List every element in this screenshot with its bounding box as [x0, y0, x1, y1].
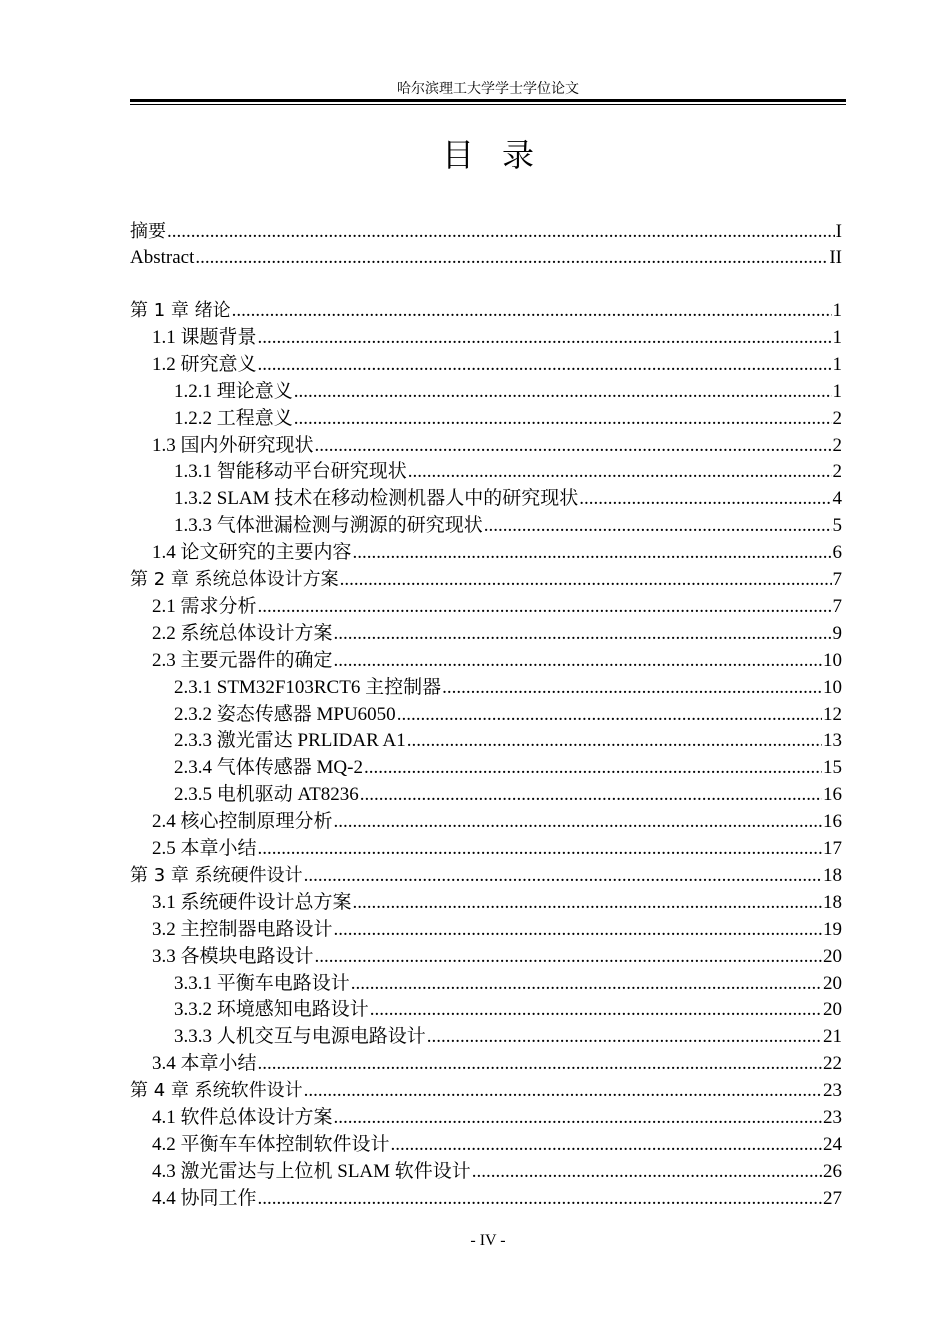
toc-entry-label: 1.2.2 工程意义	[174, 407, 293, 429]
toc-entry[interactable]	[130, 971, 842, 997]
toc-entry[interactable]	[130, 594, 842, 620]
dot-leader	[408, 459, 832, 485]
toc-entry[interactable]	[130, 433, 842, 459]
toc-entry[interactable]	[130, 459, 842, 485]
toc-entry-label: 1.2 研究意义	[152, 353, 257, 375]
toc-entry[interactable]	[130, 352, 842, 378]
toc-entry-label: 1.3.3 气体泄漏检测与溯源的研究现状	[174, 515, 483, 537]
dot-leader	[579, 486, 831, 512]
toc-entry-page-number: 20	[823, 972, 842, 994]
dot-leader	[353, 540, 832, 566]
dot-leader	[472, 1159, 822, 1185]
toc-entry-label: 2.4 核心控制原理分析	[152, 811, 333, 833]
toc-entry-label: 2.2 系统总体设计方案	[152, 622, 333, 644]
dot-leader	[258, 352, 832, 378]
header-rule-thick	[130, 99, 846, 102]
toc-entry[interactable]	[130, 1105, 842, 1131]
toc-entry[interactable]	[130, 513, 842, 539]
toc-entry[interactable]	[130, 567, 842, 593]
toc-entry-label: 3.4 本章小结	[152, 1053, 257, 1075]
toc-entry-page-number: 18	[823, 891, 842, 913]
toc-entry-label: 1.1 课题背景	[152, 326, 257, 348]
dot-leader	[370, 997, 822, 1023]
toc-entry-label: 3.2 主控制器电路设计	[152, 918, 333, 940]
toc-entry[interactable]	[130, 406, 842, 432]
toc-entry-page-number: 16	[823, 784, 842, 806]
page-title: 目录	[441, 136, 562, 174]
toc-entry-label: 3.3.2 环境感知电路设计	[174, 999, 369, 1021]
toc-entry-label: 2.1 需求分析	[152, 595, 257, 617]
toc-entry-page-number: 12	[823, 703, 842, 725]
toc-entry[interactable]	[130, 219, 842, 245]
toc-entry[interactable]	[130, 486, 842, 512]
toc-entry-label: 3.3 各模块电路设计	[152, 945, 314, 967]
toc-entry-page-number: 19	[823, 918, 842, 940]
toc-entry-label: 2.3.1 STM32F103RCT6 主控制器	[174, 676, 442, 698]
toc-entry-label: 4.2 平衡车车体控制软件设计	[152, 1133, 390, 1155]
toc-entry[interactable]	[130, 1186, 842, 1212]
toc-entry[interactable]	[130, 755, 842, 781]
dot-leader	[334, 917, 822, 943]
dot-leader	[484, 513, 832, 539]
toc-entry-page-number: 20	[823, 999, 842, 1021]
toc-entry-page-number: 6	[832, 542, 842, 564]
toc-entry[interactable]	[130, 890, 842, 916]
toc-entry[interactable]	[130, 298, 842, 324]
toc-entry-page-number: 1	[832, 353, 842, 375]
toc-entry-page-number: 17	[823, 838, 842, 859]
toc-entry[interactable]	[130, 728, 842, 754]
dot-leader	[353, 890, 822, 916]
dot-leader	[195, 245, 828, 271]
dot-leader	[258, 1051, 822, 1077]
toc-entry-page-number: I	[835, 221, 842, 242]
dot-leader	[351, 971, 822, 997]
toc-entry[interactable]	[130, 621, 842, 647]
running-header: 哈尔滨理工大学学士学位论文	[397, 81, 579, 97]
dot-leader	[334, 1105, 822, 1131]
toc-entry-label: 2.3 主要元器件的确定	[152, 649, 333, 671]
dot-leader	[294, 379, 832, 405]
dot-leader	[334, 648, 822, 674]
toc-entry[interactable]	[130, 944, 842, 970]
toc-entry[interactable]	[130, 245, 842, 271]
dot-leader	[258, 594, 832, 620]
toc-entry-page-number: 7	[832, 595, 842, 617]
toc-entry[interactable]	[130, 379, 842, 405]
toc-entry[interactable]	[130, 540, 842, 566]
toc-entry-label: 3.3.3 人机交互与电源电路设计	[174, 1026, 426, 1048]
toc-entry-page-number: 1	[832, 326, 842, 348]
toc-entry[interactable]	[130, 836, 842, 862]
toc-entry-page-number: 2	[832, 434, 842, 456]
toc-entry-page-number: 23	[823, 1080, 842, 1102]
toc-entry-label: 第 1 章 绪论	[130, 300, 231, 321]
toc-entry-label: 1.2.1 理论意义	[174, 380, 293, 402]
toc-entry-label: 摘要	[130, 221, 166, 242]
toc-entry[interactable]	[130, 702, 842, 728]
dot-leader	[334, 809, 822, 835]
dot-leader	[258, 1186, 822, 1212]
dot-leader	[304, 1078, 822, 1104]
toc-entry-page-number: 27	[823, 1187, 842, 1209]
dot-leader	[294, 406, 832, 432]
toc-entry-page-number: 16	[823, 811, 842, 833]
dot-leader	[427, 1024, 822, 1050]
toc-entry-page-number: 1	[832, 300, 842, 321]
toc-entry-page-number: 20	[823, 945, 842, 967]
toc-entry-label: 2.5 本章小结	[152, 838, 257, 859]
header-rule-thin	[130, 104, 846, 105]
dot-leader	[340, 567, 832, 593]
dot-leader	[232, 298, 832, 324]
toc-entry[interactable]	[130, 917, 842, 943]
toc-entry-page-number: 1	[832, 380, 842, 402]
toc-entry-page-number: 15	[823, 757, 842, 779]
toc-entry-page-number: 23	[823, 1107, 842, 1128]
toc-entry-label: 2.3.3 激光雷达 PRLIDAR A1	[174, 730, 406, 752]
toc-entry-label: 第 2 章 系统总体设计方案	[130, 569, 339, 590]
toc-entry[interactable]	[130, 675, 842, 701]
toc-entry-page-number: 22	[823, 1053, 842, 1075]
toc-entry-label: 1.3.1 智能移动平台研究现状	[174, 461, 407, 483]
toc-entry[interactable]	[130, 1024, 842, 1050]
dot-leader	[334, 621, 832, 647]
toc-entry-label: 1.3 国内外研究现状	[152, 434, 314, 456]
toc-entry-page-number: 5	[832, 515, 842, 537]
dot-leader	[167, 219, 835, 245]
dot-leader	[315, 944, 822, 970]
dot-leader	[442, 675, 822, 701]
toc-entry-page-number: 7	[832, 569, 842, 590]
toc-entry[interactable]	[130, 863, 842, 889]
toc-entry-page-number: 2	[832, 461, 842, 483]
toc-entry-page-number: 21	[823, 1026, 842, 1048]
dot-leader	[397, 702, 822, 728]
toc-entry[interactable]	[130, 782, 842, 808]
dot-leader	[364, 755, 822, 781]
toc-entry[interactable]	[130, 809, 842, 835]
toc-entry-page-number: 2	[832, 407, 842, 429]
toc-entry-page-number: 18	[823, 864, 842, 886]
toc-entry-page-number: 10	[823, 676, 842, 698]
toc-entry-label: 2.3.5 电机驱动 AT8236	[174, 784, 359, 806]
toc-entry[interactable]	[130, 1132, 842, 1158]
toc-entry-page-number: 26	[823, 1160, 842, 1182]
dot-leader	[304, 863, 822, 889]
toc-entry-label: 2.3.4 气体传感器 MQ-2	[174, 757, 363, 779]
dot-leader	[258, 325, 832, 351]
toc-entry-page-number: 4	[832, 488, 842, 510]
toc-entry-label: 3.3.1 平衡车电路设计	[174, 972, 350, 994]
toc-entry-label: Abstract	[130, 247, 195, 268]
toc-entry-label: 第 3 章 系统硬件设计	[130, 864, 303, 886]
toc-entry-label: 第 4 章 系统软件设计	[130, 1080, 303, 1102]
dot-leader	[315, 433, 832, 459]
toc-entry-page-number: 9	[832, 622, 842, 644]
toc-entry-label: 1.3.2 SLAM 技术在移动检测机器人中的研究现状	[174, 488, 579, 510]
toc-entry-page-number: 10	[823, 649, 842, 671]
toc-entry[interactable]	[130, 648, 842, 674]
toc-entry-label: 4.3 激光雷达与上位机 SLAM 软件设计	[152, 1160, 471, 1182]
toc-entry-page-number: 24	[823, 1133, 842, 1155]
toc-entry-label: 1.4 论文研究的主要内容	[152, 542, 352, 564]
dot-leader	[391, 1132, 822, 1158]
toc-entry-page-number: 13	[823, 730, 842, 752]
toc-entry-label: 4.4 协同工作	[152, 1187, 257, 1209]
toc-entry-label: 3.1 系统硬件设计总方案	[152, 891, 352, 913]
toc-entry[interactable]	[130, 1159, 842, 1185]
toc-entry-label: 2.3.2 姿态传感器 MPU6050	[174, 703, 396, 725]
dot-leader	[258, 836, 822, 862]
toc-entry[interactable]	[130, 1078, 842, 1104]
dot-leader	[407, 728, 822, 754]
toc-entry-label: 4.1 软件总体设计方案	[152, 1107, 333, 1128]
toc-entry[interactable]	[130, 997, 842, 1023]
page-number-footer: - IV -	[470, 1232, 506, 1249]
toc-entry[interactable]	[130, 1051, 842, 1077]
dot-leader	[360, 782, 822, 808]
toc-entry[interactable]	[130, 325, 842, 351]
toc-entry-page-number: II	[829, 247, 842, 268]
